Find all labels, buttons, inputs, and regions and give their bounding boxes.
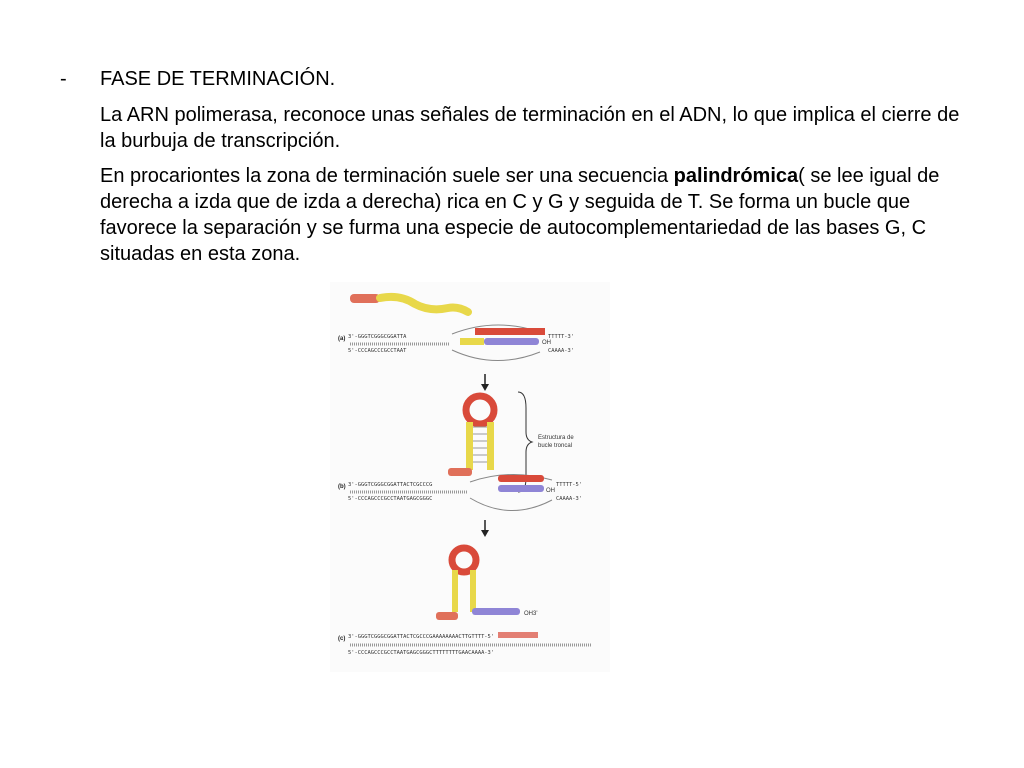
- stem-loop-label-2: bucle troncal: [538, 443, 573, 449]
- bubble-bottom-a: [452, 350, 540, 361]
- panel-c-dna: [338, 632, 592, 656]
- rna-yellow-strand-a: [380, 297, 468, 312]
- termination-diagram: [330, 282, 610, 672]
- rna-red-highlight-c: [498, 632, 538, 638]
- seq-a-bottom: 5'-CCCAGCCCGCCTAAT: [348, 348, 407, 354]
- oh3-label-c: OH3': [524, 611, 538, 617]
- rna-yellow-block-a: [460, 338, 484, 345]
- panel-c-label: (c): [338, 636, 346, 642]
- panel-a: [338, 294, 574, 361]
- rna-red-block-a: [475, 328, 497, 335]
- section-heading: FASE DE TERMINACIÓN.: [100, 68, 336, 90]
- panel-b-dna: [338, 474, 582, 510]
- bubble-bottom-b: [470, 498, 552, 511]
- bold-term-palindromic: palindrómica: [673, 165, 799, 187]
- rna-red-tail-b: [448, 468, 472, 476]
- arrow-down-2: [481, 520, 489, 537]
- hairpin-stem-right-c: [470, 570, 476, 612]
- paragraph-prokaryotes-part2: ( se lee igual de derecha a izda que de izda a derecha) rica en C y G y seguida de T. Se forma un bucle que favorece la separación y se furma una especie de autocomplementariedad de las bases G, C situadas en esta zona.: [100, 165, 940, 265]
- rna-red-run-b: [498, 475, 544, 482]
- seq-b-top-right: TTTTT-5': [556, 482, 582, 488]
- hairpin-loop-c: [452, 548, 476, 572]
- termination-figure: [330, 282, 610, 672]
- rna-purple-run-a: [484, 338, 539, 345]
- panel-a-label: (a): [338, 336, 346, 342]
- rna-red-tail-c: [436, 612, 458, 620]
- hairpin-loop-b: [466, 396, 494, 424]
- arrow-head-1: [481, 384, 489, 391]
- rna-red-segment-a: [350, 294, 380, 303]
- paragraph-polymerase: La ARN polimerasa, reconoce unas señales de terminación en el ADN, lo que implica el cierre de la burbuja de transcripción.: [100, 104, 960, 152]
- hairpin-stem-left-c: [452, 570, 458, 612]
- paragraph-prokaryotes: [100, 163, 970, 267]
- arrow-down-1: [481, 374, 489, 391]
- rna-purple-tail-c: [472, 608, 520, 615]
- seq-b-top: 3'-GGGTCGGGCGGATTACTCGCCCG: [348, 482, 433, 488]
- rna-purple-run-b: [498, 485, 544, 492]
- bullet-dash: -: [60, 68, 67, 90]
- oh-label-a: OH: [542, 340, 551, 346]
- seq-c-top: 3'-GGGTCGGGCGGATTACTCGCCCGAAAAAAAACTTGTTTT-5': [348, 634, 495, 640]
- panel-b-label: (b): [338, 484, 346, 490]
- panel-c-hairpin: [436, 548, 537, 620]
- rna-red-run-a: [497, 328, 545, 335]
- seq-b-bottom: 5'-CCCAGCCCGCCTAATGAGCGGGC: [348, 496, 433, 502]
- seq-a-top-right: TTTTT-3': [548, 334, 574, 340]
- hairpin-stem-right-b: [487, 422, 494, 470]
- arrow-head-2: [481, 530, 489, 537]
- oh-label-b: OH: [546, 488, 555, 494]
- seq-b-bottom-right: CAAAA-3': [556, 496, 582, 502]
- stem-loop-label-1: Estructura de: [538, 435, 574, 441]
- seq-c-bottom: 5'-CCCAGCCCGCCTAATGAGCGGGCTTTTTTTTGAACAAAA-3': [348, 650, 495, 656]
- seq-a-bottom-right: CAAAA-3': [548, 348, 574, 354]
- paragraph-prokaryotes-part1: En procariontes la zona de terminación suele ser una secuencia: [100, 165, 674, 187]
- seq-a-top: 3'-GGGTCGGGCGGATTA: [348, 334, 407, 340]
- hairpin-stem-left-b: [466, 422, 473, 470]
